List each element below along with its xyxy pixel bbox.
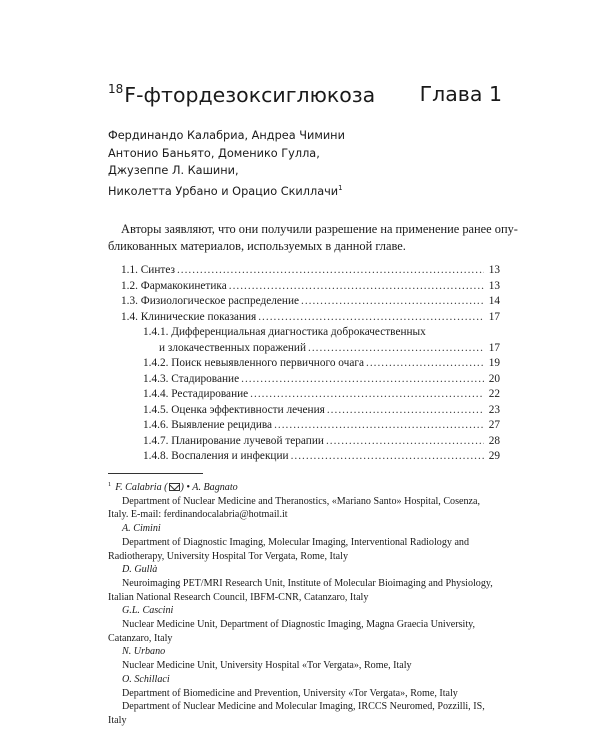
footnote-author: N. Urbano xyxy=(122,646,166,658)
toc-page: 17 xyxy=(488,310,500,323)
toc-entry[interactable] xyxy=(121,310,500,326)
footnotes xyxy=(108,478,500,728)
toc-label: 1.4.5. Оценка эффективности лечения xyxy=(143,403,325,416)
footnote-author-name: ) • A. Bagnato xyxy=(180,482,238,493)
footnote-author: G.L. Cascini xyxy=(122,605,174,617)
chapter-number: Глава 1 xyxy=(419,82,502,106)
toc-label: 1.4.6. Выявление рецидива xyxy=(143,419,273,431)
author-line: Антонио Баньято, Доменико Гулла, xyxy=(108,146,320,160)
footnote-marker: 1 xyxy=(108,481,112,488)
toc-leader xyxy=(258,310,484,326)
toc-label: 1.4.3. Стадирование xyxy=(143,372,240,385)
footnote-author: D. Gullà xyxy=(122,564,158,576)
toc-page: 17 xyxy=(488,341,500,354)
footnote-marker: 1 xyxy=(338,183,343,192)
toc-page: 28 xyxy=(488,434,500,447)
toc-label: 1.4.2. Поиск невыявленного первичного очага xyxy=(143,357,364,369)
footnote-affiliation: Department of Diagnostic Imaging, Molecular Imaging, Interventional Radiology and Radiotherapy, University Hospital Tor Vergata, Rome, Italy xyxy=(108,536,470,562)
toc-leader xyxy=(229,279,484,295)
author-line xyxy=(108,180,345,201)
toc-leader xyxy=(241,372,484,388)
toc-entry[interactable] xyxy=(121,263,500,279)
toc-entry[interactable] xyxy=(121,356,500,372)
toc-entry[interactable] xyxy=(121,403,500,419)
chapter-header xyxy=(108,80,502,110)
footnote-author-name: F. Calabria ( xyxy=(115,482,168,493)
toc-label: 1.4. Клинические показания xyxy=(121,310,257,323)
toc-leader xyxy=(326,434,484,450)
footnote-affiliation: Department of Nuclear Medicine and Molecular Imaging, IRCCS Neuromed, Pozzilli, IS, Italy xyxy=(108,701,485,726)
toc-entry[interactable] xyxy=(121,449,500,465)
toc-label: 1.3. Физиологическое распределение xyxy=(121,295,299,307)
footnote-divider xyxy=(108,473,203,474)
toc-page: 14 xyxy=(488,295,500,307)
footnote-author: A. Cimini xyxy=(122,523,161,535)
toc-label: 1.2. Фармакокинетика xyxy=(121,279,227,292)
footnote-affiliation: Neuroimaging PET/MRI Research Unit, Institute of Molecular Bioimaging and Physiology, Italian National Research Council, IBFM-CNR, Catanzaro, Italy xyxy=(108,577,493,603)
footnote-affiliation: Nuclear Medicine Unit, University Hospital «Tor Vergata», Rome, Italy xyxy=(122,660,412,672)
title-superscript: 18 xyxy=(108,82,124,96)
toc-label: 1.1. Синтез xyxy=(121,264,175,276)
toc-entry[interactable] xyxy=(121,387,500,403)
author-list xyxy=(108,127,345,200)
statement-line: бликованных материалов, используемых в данной главе. xyxy=(108,239,406,253)
toc-entry[interactable] xyxy=(121,372,500,388)
toc-leader xyxy=(366,356,484,372)
toc-label: 1.4.7. Планирование лучевой терапии xyxy=(143,434,324,447)
footnote-affiliation: Department of Biomedicine and Prevention, University «Tor Vergata», Rome, Italy xyxy=(122,687,458,699)
toc-page: 23 xyxy=(488,403,500,416)
statement-line: Авторы заявляют, что они получили разрешение на применение ранее опу- xyxy=(121,222,518,236)
footnote-affiliation: Nuclear Medicine Unit, Department of Diagnostic Imaging, Magna Graecia University, Catanzaro, Italy xyxy=(108,619,476,644)
footnote-author xyxy=(108,478,500,495)
table-of-contents xyxy=(121,263,500,465)
author-line: Джузеппе Л. Кашини, xyxy=(108,164,239,177)
title-text: F-фтордезоксиглюкоза xyxy=(124,83,376,107)
toc-label: 1.4.1. Дифференциальная диагностика доброкачественных xyxy=(143,326,426,338)
chapter-title xyxy=(108,82,375,107)
toc-page: 27 xyxy=(488,419,500,431)
toc-page: 29 xyxy=(488,450,500,462)
footnote-affiliation: Department of Nuclear Medicine and Theranostics, «Mariano Santo» Hospital, Cosenza, Italy. E-mail: ferdinandocalabria@hotmail.it xyxy=(108,495,481,521)
toc-leader xyxy=(301,294,484,310)
envelope-icon xyxy=(169,483,180,491)
toc-page: 20 xyxy=(488,372,500,385)
author-line-text: Николетта Урбано и Орацио Скиллачи xyxy=(108,184,339,198)
permission-statement xyxy=(108,221,518,255)
toc-entry[interactable] xyxy=(121,294,500,310)
toc-page: 13 xyxy=(488,264,500,276)
toc-page: 19 xyxy=(488,357,500,369)
author-line: Фердинандо Калабриа, Андреа Чимини xyxy=(108,129,345,142)
footnote-author: O. Schillaci xyxy=(122,673,170,685)
toc-entry[interactable] xyxy=(121,325,500,341)
toc-entry[interactable] xyxy=(121,434,500,450)
toc-entry[interactable] xyxy=(121,418,500,434)
toc-entry[interactable] xyxy=(121,279,500,295)
toc-page: 13 xyxy=(488,279,500,292)
toc-label: и злокачественных поражений xyxy=(159,341,307,354)
toc-leader xyxy=(291,449,484,465)
toc-leader xyxy=(274,418,484,434)
toc-label: 1.4.8. Воспаления и инфекции xyxy=(143,450,289,462)
toc-label: 1.4.4. Рестадирование xyxy=(143,388,249,400)
toc-entry[interactable] xyxy=(121,341,500,357)
toc-page: 22 xyxy=(488,388,500,400)
toc-leader xyxy=(327,403,484,419)
toc-leader xyxy=(177,263,484,279)
toc-leader xyxy=(308,341,484,357)
toc-leader xyxy=(250,387,484,403)
